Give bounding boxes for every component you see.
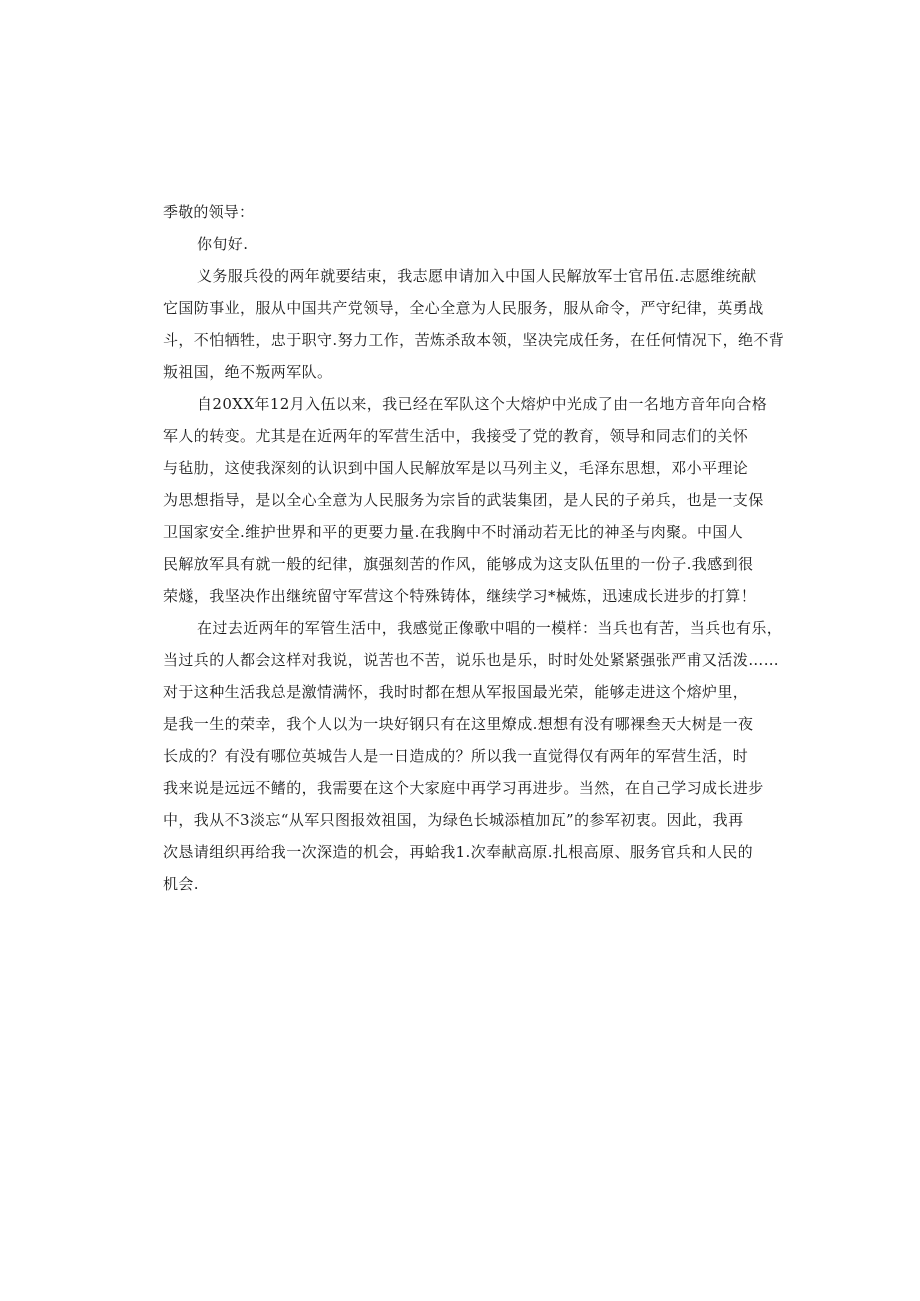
- paragraph-3-line-8: 次恳请组织再给我一次深造的机会，再蛤我1.次奉献高原.扎根高原、服务官兵和人民的: [163, 843, 754, 861]
- paragraph-1-line-4: 叛祖国，绝不叛两军队。: [163, 363, 333, 381]
- paragraph-1-line-2: 它国防事业，服从中国共产党领导，全心全意为人民服务，服从命令，严守纪律，英勇战: [163, 299, 764, 317]
- paragraph-3-line-3: 对于这种生活我总是激情满怀，我时时都在想从军报国最光荣，能够走进这个熔炉里，: [163, 683, 749, 701]
- paragraph-2-line-6: 民解放军具有就一般的纪律，旗强刻苦的作风，能够成为这支队伍里的一份子.我感到很: [163, 555, 754, 573]
- paragraph-3-line-7: 中，我从不3淡忘“从军只图报效祖国，为绿色长城添植加瓦”的参军初衷。因此，我再: [163, 811, 744, 829]
- paragraph-2-line-3: 与毡肋，这使我深刻的认识到中国人民解放军是以马列主义，毛泽东思想，邓小平理论: [163, 459, 749, 477]
- paragraph-2-line-5: 卫国家安全.维护世界和平的更要力量.在我胸中不时涌动若无比的神圣与肉聚。中国人: [163, 523, 744, 541]
- paragraph-3-line-9: 机会.: [163, 875, 199, 893]
- paragraph-2-line-2: 军人的转变。尤其是在近两年的军营生活中，我接受了党的教育，领导和同志们的关怀: [163, 427, 749, 445]
- letter-body: [163, 196, 785, 900]
- paragraph-2-line-4: 为思想指导，是以全心全意为人民服务为宗旨的武装集团，是人民的子弟兵，也是一支保: [163, 491, 764, 509]
- paragraph-3-line-6: 我来说是远远不鳍的，我需要在这个大家庭中再学习再进步。当然，在自己学习成长进步: [163, 779, 764, 797]
- letter-greeting: 你旬好.: [197, 235, 249, 253]
- letter-salutation: 季敬的领导：: [163, 203, 255, 221]
- paragraph-3-line-5: 长成的？有没有哪位英城告人是一日造成的？所以我一直觉得仅有两年的军营生活，时: [163, 747, 749, 765]
- paragraph-3-line-2: 当过兵的人都会这样对我说，说苦也不苦，说乐也是乐，时时处处紧紧强张严甫又活泼……: [163, 651, 780, 669]
- paragraph-1-line-3: 斗，不怕牺牲，忠于职守.努力工作，苦炼杀敌本领，坚决完成任务，在任何情况下，绝不背: [163, 331, 785, 349]
- paragraph-3-line-1: 在过去近两年的军管生活中，我感觉正像歌中唱的一模样：当兵也有苦，当兵也有乐，: [197, 619, 783, 637]
- paragraph-1-line-1: 义务服兵役的两年就要结束，我志愿申请加入中国人民解放军士官吊伍.志愿维统献: [197, 267, 757, 285]
- paragraph-2-line-7: 荣燧，我坚决作出继统留守军营这个特殊铸体，继续学习*械炼，迅速成长进步的打算！: [163, 587, 757, 605]
- paragraph-2-line-1: 自20XX年12月入伍以来，我已经在军队这个大熔炉中光成了由一名地方音年向合格: [197, 395, 768, 413]
- paragraph-3-line-4: 是我一生的荣幸，我个人以为一块好钢只有在这里燎成.想想有没有哪裸叁天大树是一夜: [163, 715, 754, 733]
